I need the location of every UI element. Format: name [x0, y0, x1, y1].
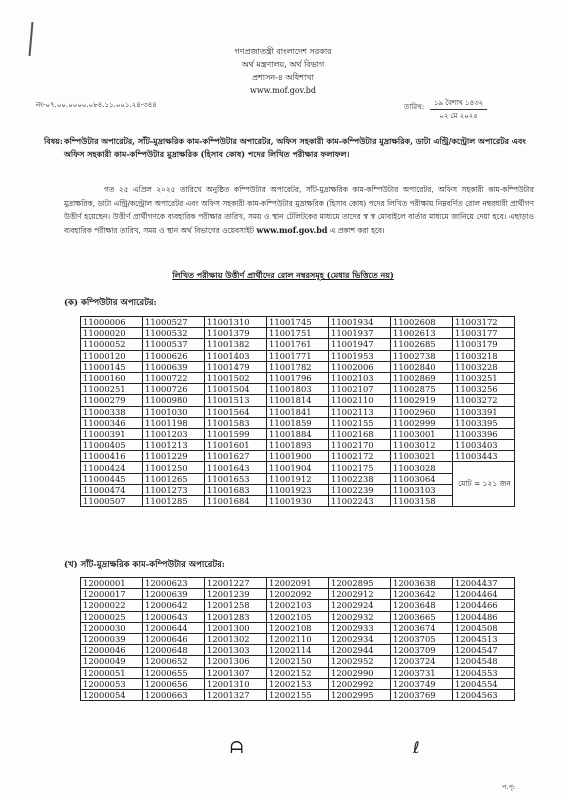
body-text-2: এ প্রকাশ করা হবে।	[329, 225, 385, 235]
roll-number-cell: 11002113	[329, 406, 391, 417]
roll-number-cell: 11003395	[453, 417, 515, 428]
roll-number-cell: 11002110	[329, 395, 391, 406]
roll-number-cell: 12004563	[453, 689, 515, 700]
roll-number-cell: 12003642	[391, 589, 453, 600]
roll-number-cell: 11001627	[205, 451, 267, 462]
header-branch: প্রশাসন-৪ অধিশাখা	[252, 73, 314, 82]
roll-number-cell: 11001947	[329, 339, 391, 350]
table-row	[81, 667, 515, 678]
roll-number-cell: 11001310	[205, 317, 267, 328]
roll-number-cell: 11000346	[81, 417, 143, 428]
roll-number-cell: 12004437	[453, 578, 515, 589]
roll-number-cell: 11000006	[81, 317, 143, 328]
table-row	[81, 496, 515, 507]
roll-number-cell: 12002924	[329, 600, 391, 611]
roll-number-cell: 12004553	[453, 667, 515, 678]
roll-number-cell: 12004547	[453, 645, 515, 656]
roll-number-cell: 12000025	[81, 611, 143, 622]
table-row	[81, 428, 515, 439]
roll-number-cell: 11003028	[391, 462, 453, 473]
roll-number-cell: 12003749	[391, 678, 453, 689]
roll-number-cell: 11001771	[267, 350, 329, 361]
roll-number-cell: 11003064	[391, 473, 453, 484]
roll-number-cell: 12000656	[143, 678, 205, 689]
roll-number-cell: 12002992	[329, 678, 391, 689]
roll-number-cell: 11002172	[329, 451, 391, 462]
roll-number-cell: 12004508	[453, 622, 515, 633]
roll-number-cell: 11001937	[329, 328, 391, 339]
roll-number-cell: 11001930	[267, 496, 329, 507]
roll-number-cell: 12003648	[391, 600, 453, 611]
roll-number-cell: 11000020	[81, 328, 143, 339]
roll-number-cell: 12002110	[267, 633, 329, 644]
roll-number-cell: 12004466	[453, 600, 515, 611]
roll-number-cell: 11003228	[453, 361, 515, 372]
roll-number-cell: 11000726	[143, 384, 205, 395]
roll-number-cell: 12003705	[391, 633, 453, 644]
roll-number-cell: 11001900	[267, 451, 329, 462]
roll-number-cell: 12000648	[143, 645, 205, 656]
subject-label: বিষয়:	[44, 136, 63, 146]
roll-number-cell: 11002175	[329, 462, 391, 473]
roll-number-cell: 11002613	[391, 328, 453, 339]
roll-number-cell: 11000980	[143, 395, 205, 406]
roll-number-cell: 11002168	[329, 428, 391, 439]
roll-number-cell: 11001502	[205, 372, 267, 383]
date-block	[404, 97, 487, 122]
roll-number-cell: 11001198	[143, 417, 205, 428]
table-row	[81, 622, 515, 633]
roll-number-cell: 11000626	[143, 350, 205, 361]
roll-number-cell: 12000022	[81, 600, 143, 611]
roll-number-cell: 11003272	[453, 395, 515, 406]
roll-number-cell: 11002238	[329, 473, 391, 484]
roll-number-cell: 11000145	[81, 361, 143, 372]
memo-number: নং-০৭.০০.০০০০.০৮৪.১১.০০১.২৪-৩৪৪	[36, 101, 157, 109]
roll-number-cell: 11001683	[205, 484, 267, 495]
roll-number-cell: 11002960	[391, 406, 453, 417]
roll-number-cell: 11001934	[329, 317, 391, 328]
roll-number-cell: 11001643	[205, 462, 267, 473]
roll-number-cell: 12001300	[205, 622, 267, 633]
roll-number-cell: 11001803	[267, 384, 329, 395]
roll-number-cell: 11002006	[329, 361, 391, 372]
body-paragraph	[64, 183, 534, 237]
roll-number-cell: 11001761	[267, 339, 329, 350]
table-row	[81, 589, 515, 600]
roll-number-cell: 12002108	[267, 622, 329, 633]
roll-number-cell: 11000722	[143, 372, 205, 383]
table-row	[81, 611, 515, 622]
roll-number-cell: 12000655	[143, 667, 205, 678]
section2-title: (খ) সাঁট-মুদ্রাক্ষরিক কাম-কম্পিউটার অপারেটর:	[64, 560, 225, 570]
table-row	[81, 473, 515, 484]
roll-number-cell: 11002869	[391, 372, 453, 383]
roll-number-cell: 12004513	[453, 633, 515, 644]
date-english: ০২ মে ২০২৫	[439, 112, 478, 120]
table-row	[81, 339, 515, 350]
table-row	[81, 633, 515, 644]
roll-number-cell: 11001583	[205, 417, 267, 428]
roll-number-cell: 12000646	[143, 633, 205, 644]
table-row	[81, 484, 515, 495]
roll-number-cell: 11003218	[453, 350, 515, 361]
table-row	[81, 384, 515, 395]
roll-number-cell: 12001239	[205, 589, 267, 600]
roll-number-cell: 12004554	[453, 678, 515, 689]
roll-number-cell: 11000532	[143, 328, 205, 339]
roll-number-cell: 11003012	[391, 440, 453, 451]
roll-number-cell: 11000052	[81, 339, 143, 350]
roll-number-cell: 11001030	[143, 406, 205, 417]
roll-number-cell: 11001904	[267, 462, 329, 473]
roll-number-cell: 11001250	[143, 462, 205, 473]
roll-number-cell: 12000001	[81, 578, 143, 589]
roll-number-cell: 11003256	[453, 384, 515, 395]
roll-number-cell: 11002155	[329, 417, 391, 428]
roll-number-cell: 12000054	[81, 689, 143, 700]
roll-number-cell: 12003674	[391, 622, 453, 633]
roll-number-cell: 12000046	[81, 645, 143, 656]
roll-number-cell: 12001307	[205, 667, 267, 678]
roll-number-cell: 12001302	[205, 633, 267, 644]
roll-number-cell: 12004548	[453, 656, 515, 667]
roll-number-cell: 12002152	[267, 667, 329, 678]
roll-number-cell: 11001213	[143, 440, 205, 451]
roll-number-cell: 12002155	[267, 689, 329, 700]
roll-number-cell: 11002999	[391, 417, 453, 428]
table-row	[81, 406, 515, 417]
roll-number-cell: 12000644	[143, 622, 205, 633]
table-row	[81, 328, 515, 339]
roll-number-cell: 12002153	[267, 678, 329, 689]
roll-number-cell: 12001306	[205, 656, 267, 667]
roll-number-cell: 11000405	[81, 440, 143, 451]
roll-number-cell: 12000663	[143, 689, 205, 700]
roll-number-cell: 11001564	[205, 406, 267, 417]
roll-number-cell: 11002738	[391, 350, 453, 361]
table-row	[81, 689, 515, 700]
roll-number-cell: 11003103	[391, 484, 453, 495]
roll-number-cell: 11000279	[81, 395, 143, 406]
roll-number-cell: 11003158	[391, 496, 453, 507]
roll-number-cell: 11002608	[391, 317, 453, 328]
roll-number-cell: 11000160	[81, 372, 143, 383]
roll-number-cell: 12003665	[391, 611, 453, 622]
roll-number-cell: 11001893	[267, 440, 329, 451]
roll-number-cell: 11003391	[453, 406, 515, 417]
table-row	[81, 678, 515, 689]
subject	[44, 135, 534, 161]
date-bangla: ১৯ বৈশাখ ১৪৩২	[430, 97, 487, 110]
roll-number-cell: 12002912	[329, 589, 391, 600]
roll-number-cell: 11001285	[143, 496, 205, 507]
roll-number-cell: 12004486	[453, 611, 515, 622]
roll-number-cell: 11002840	[391, 361, 453, 372]
roll-number-cell: 11001684	[205, 496, 267, 507]
roll-number-cell: 12002932	[329, 611, 391, 622]
roll-number-cell: 11000527	[143, 317, 205, 328]
roll-number-cell: 11001229	[143, 451, 205, 462]
roll-number-cell: 12000053	[81, 678, 143, 689]
roll-number-cell: 11000391	[81, 428, 143, 439]
roll-number-cell: 12002895	[329, 578, 391, 589]
roll-number-cell: 11003001	[391, 428, 453, 439]
roll-number-cell: 12002092	[267, 589, 329, 600]
roll-number-cell: 12002933	[329, 622, 391, 633]
table-row	[81, 350, 515, 361]
section1-title: (ক) কম্পিউটার অপারেটর:	[64, 298, 157, 308]
roll-number-cell: 12000039	[81, 633, 143, 644]
roll-number-cell: 11001953	[329, 350, 391, 361]
roll-number-cell: 12004464	[453, 589, 515, 600]
roll-number-cell: 11002875	[391, 384, 453, 395]
roll-number-cell: 11000537	[143, 339, 205, 350]
roll-number-cell: 11000416	[81, 451, 143, 462]
subject-text: কম্পিউটার অপারেটর, সাঁট-মুদ্রাক্ষরিক কাম-কম্পিউটার অপারেটর, অফিস সহকারী কাম-কম্পিউটার মুদ্রাক্ষরিক, ডাটা এন্ট্রি/কন্ট্রোল অপারেটর এবং অফিস সহকারী কাম-কম্পিউটার মুদ্রাক্ষরিক (হিসাব কোষ) পদের লিখিত পরীক্ষার ফলাফল।	[64, 136, 526, 159]
roll-number-cell: 12003724	[391, 656, 453, 667]
section2-roll-table	[80, 577, 515, 701]
roll-number-cell: 11003396	[453, 428, 515, 439]
roll-number-cell: 12000030	[81, 622, 143, 633]
roll-number-cell: 12002944	[329, 645, 391, 656]
roll-number-cell: 12001327	[205, 689, 267, 700]
roll-number-cell: 11003403	[453, 440, 515, 451]
roll-number-cell: 11001265	[143, 473, 205, 484]
roll-number-cell: 11002685	[391, 339, 453, 350]
roll-number-cell: 11003251	[453, 372, 515, 383]
roll-number-cell: 12003769	[391, 689, 453, 700]
roll-number-cell: 12000051	[81, 667, 143, 678]
roll-number-cell: 11002919	[391, 395, 453, 406]
table-row	[81, 361, 515, 372]
roll-number-cell: 12000642	[143, 600, 205, 611]
roll-number-cell: 12002990	[329, 667, 391, 678]
signature-right: ℓ	[413, 738, 420, 757]
roll-number-cell: 11000445	[81, 473, 143, 484]
roll-number-cell: 12002103	[267, 600, 329, 611]
roll-number-cell: 12002105	[267, 611, 329, 622]
table-row	[81, 417, 515, 428]
roll-number-cell: 11000338	[81, 406, 143, 417]
table-row	[81, 600, 515, 611]
table-row	[81, 451, 515, 462]
roll-number-cell: 11003172	[453, 317, 515, 328]
roll-number-cell: 11002239	[329, 484, 391, 495]
roll-number-cell: 11001504	[205, 384, 267, 395]
roll-number-cell: 12001227	[205, 578, 267, 589]
roll-number-cell: 11001814	[267, 395, 329, 406]
roll-number-cell: 11002243	[329, 496, 391, 507]
roll-number-cell: 12002091	[267, 578, 329, 589]
roll-number-cell: 11000474	[81, 484, 143, 495]
roll-number-cell: 12002114	[267, 645, 329, 656]
roll-number-cell: 11001745	[267, 317, 329, 328]
roll-number-cell: 12002952	[329, 656, 391, 667]
header-ministry: অর্থ মন্ত্রণালয়, অর্থ বিভাগ	[241, 60, 325, 69]
roll-number-cell: 11001379	[205, 328, 267, 339]
header-govt: গণপ্রজাতন্ত্রী বাংলাদেশ সরকার	[234, 47, 332, 56]
roll-number-cell: 12000017	[81, 589, 143, 600]
roll-number-cell: 11003179	[453, 339, 515, 350]
roll-number-cell: 11001782	[267, 361, 329, 372]
roll-number-cell: 11001653	[205, 473, 267, 484]
roll-number-cell: 11000639	[143, 361, 205, 372]
roll-number-cell: 12001310	[205, 678, 267, 689]
website-link[interactable]: www.mof.gov.bd	[256, 224, 328, 235]
roll-number-cell: 11000507	[81, 496, 143, 507]
roll-number-cell: 11001273	[143, 484, 205, 495]
roll-number-cell: 11001599	[205, 428, 267, 439]
roll-number-cell: 12000049	[81, 656, 143, 667]
roll-number-cell: 11003443	[453, 451, 515, 462]
roll-number-cell: 11001382	[205, 339, 267, 350]
roll-number-cell: 12000652	[143, 656, 205, 667]
roll-number-cell: 11001796	[267, 372, 329, 383]
roll-number-cell: 12002995	[329, 689, 391, 700]
roll-number-cell: 11001912	[267, 473, 329, 484]
roll-number-cell: 11002170	[329, 440, 391, 451]
roll-number-cell: 12001258	[205, 600, 267, 611]
signature-left: ᗩ	[230, 738, 244, 757]
roll-number-cell: 11001841	[267, 406, 329, 417]
roll-number-cell: 11001403	[205, 350, 267, 361]
roll-number-cell: 11001479	[205, 361, 267, 372]
roll-number-cell: 11001203	[143, 428, 205, 439]
roll-number-cell: 12003638	[391, 578, 453, 589]
table-row	[81, 395, 515, 406]
body-text-1: গত ২৫ এপ্রিল ২০২৫ তারিখে অনুষ্ঠিত কম্পিউটার অপারেটর, সাঁট-মুদ্রাক্ষরিক কাম-কম্পিউটার অপারেটর, অফিস সহকারী কাম-কম্পিউটার মুদ্রাক্ষরিক, ডাটা এন্ট্রি/কন্ট্রোল অপারেটর এবং অফিস সহকারী কাম-কম্পিউটার মুদ্রাক্ষরিক (হিসাব কোষ) পদের লিখিত পরীক্ষায় নিম্নবর্ণিত রোল নম্বরধারী প্রার্থীগণ উত্তীর্ণ হয়েছেন। উত্তীর্ণ প্রার্থীগণকে ব্যবহারিক পরীক্ষার তারিখ, সময় ও স্থান টেলিটকের মাধ্যমে তাদের স্ব স্ব মোবাইলে বার্তার মাধ্যমে জানিয়ে দেয়া হবে। এছাড়াও ব্যবহারিক পরীক্ষার তারিখ, সময় ও স্থান অর্থ বিভাগের ওয়েবসাইট	[64, 185, 534, 235]
roll-number-cell: 11002103	[329, 372, 391, 383]
table-row	[81, 645, 515, 656]
roll-number-cell: 11003021	[391, 451, 453, 462]
roll-number-cell: 11000120	[81, 350, 143, 361]
table-row	[81, 462, 515, 473]
total-count-cell: মোট = ১২১ জন	[453, 462, 515, 507]
roll-number-cell: 11000251	[81, 384, 143, 395]
roll-number-cell: 12002934	[329, 633, 391, 644]
roll-number-cell: 11000424	[81, 462, 143, 473]
roll-number-cell: 12000643	[143, 611, 205, 622]
roll-number-cell: 11001601	[205, 440, 267, 451]
date-label: তারিখ:	[404, 103, 425, 111]
roll-number-cell: 11001751	[267, 328, 329, 339]
table-row	[81, 372, 515, 383]
roll-number-cell: 12001303	[205, 645, 267, 656]
roll-number-cell: 11003177	[453, 328, 515, 339]
roll-number-cell: 12002150	[267, 656, 329, 667]
roll-number-cell: 11001513	[205, 395, 267, 406]
table-row	[81, 317, 515, 328]
page-turn-note: প.পৃ:	[502, 783, 516, 791]
roll-number-cell: 12000623	[143, 578, 205, 589]
table-row	[81, 656, 515, 667]
roll-number-cell: 11001923	[267, 484, 329, 495]
results-caption: লিখিত পরীক্ষায় উত্তীর্ণ প্রার্থীদের রোল নম্বরসমূহ (মেধার ভিত্তিতে নয়)	[172, 270, 394, 280]
roll-number-cell: 11001884	[267, 428, 329, 439]
roll-number-cell: 12000639	[143, 589, 205, 600]
roll-number-cell: 12001283	[205, 611, 267, 622]
roll-number-cell: 12003731	[391, 667, 453, 678]
roll-number-cell: 12003709	[391, 645, 453, 656]
table-row	[81, 440, 515, 451]
section1-roll-table	[80, 316, 515, 507]
header-website: www.mof.gov.bd	[249, 86, 317, 95]
roll-number-cell: 11001859	[267, 417, 329, 428]
table-row	[81, 578, 515, 589]
roll-number-cell: 11002107	[329, 384, 391, 395]
